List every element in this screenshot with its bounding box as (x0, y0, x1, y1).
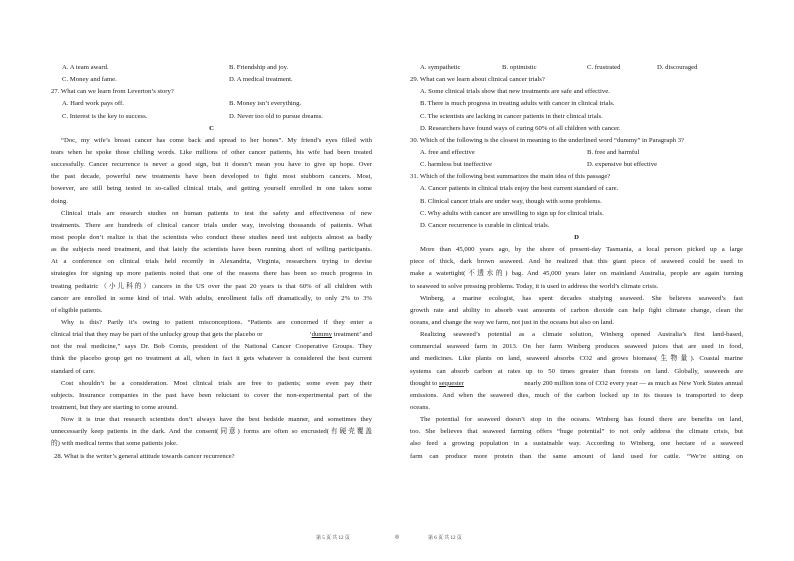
center-mark-icon: ◎ (395, 535, 400, 540)
passage-line: strategies for signing up more patients noted that one of the reasons there has been so much progress in (51, 270, 372, 278)
passage-line: too. She believes that seaweed farming offers “huge potential” to not only address the climate crisis, but (410, 428, 743, 436)
option: A. Hard work pays off. (62, 100, 124, 108)
option: C. frustrated (587, 64, 621, 71)
option: B. Clinical cancer trials are under way, though with some problems. (420, 197, 602, 205)
passage-line: of eligible patients. (51, 306, 103, 314)
passage-fragment (410, 378, 464, 390)
option: B. Friendship and joy. (229, 64, 289, 71)
passage-line: Clinical trials are research studies on human patients to test the safety and effectiveness of new (61, 209, 372, 217)
underlined-word-sequester: sequester (438, 379, 464, 387)
option: C. Money and fame. (62, 76, 117, 84)
page-number-right: 第 6 页 共 12 页 (428, 536, 462, 541)
passage-line: make a watertight(不透水的) bag. And 45,000 years later on mainland Australia, people are again turning (410, 270, 743, 278)
option: D. Researchers have found ways of curing 60% of all children with cancer. (420, 124, 621, 132)
passage-line: farm can produce more protein than the same amount of land used for cattle. “We’re sitting on (410, 452, 743, 460)
passage-fragment (309, 329, 372, 341)
option: A. A team award. (62, 64, 109, 71)
question-30: 30. Which of the following is the closest in meaning to the underlined word “dummy” in Paragraph 3? (410, 136, 685, 144)
q30-options-row1 (410, 147, 743, 159)
option: D. Never too old to pursue dreams. (229, 112, 323, 120)
passage-line: oceans. (410, 403, 430, 411)
passage-line: standard of care. (51, 367, 96, 375)
question-28: 28. What is the writer’s general attitude towards cancer recurrence? (54, 452, 235, 460)
q30-options-row2 (410, 159, 743, 171)
passage-line: treating pediatric（小儿科的）cancers in the US over the past 20 years is that 60% of all children with (51, 282, 372, 290)
passage-line: as the subjects need treatment, and that lately the scientists have been running short of willing participants. (51, 246, 372, 254)
page-number-left: 第 5 页 共 12 页 (316, 536, 350, 541)
passage-line: commercial seaweed farm in 2013. On her farm Winberg produces seaweed juices that are used in food, (410, 343, 743, 351)
question-29: 29. What can we learn about clinical cancer trials? (410, 76, 545, 84)
passage-line: oceans, and change the way we farm, not just in the oceans but also on land. (410, 318, 614, 326)
passage-line: 的) with medical terms that some patients joke. (51, 440, 178, 448)
quote-mark: ‘ (309, 331, 312, 339)
passage-line: think the placebo group get no treatment at all, when in fact it gets whatever is considered the best current (51, 355, 372, 363)
option: B. Money isn’t everything. (229, 100, 302, 108)
passage-fragment: thought to (410, 379, 439, 387)
option: B. There is much progress in treating adults with cancer in clinical trials. (420, 100, 615, 108)
option: D. Cancer recurrence is curable in clinical trials. (420, 221, 550, 229)
passage-fragment: nearly 200 million tons of CO2 every year — as much as New York States annual (524, 379, 743, 387)
passage-line: not the real medicine,” says Dr. Bob Comis, president of the National Cancer Cooperative Groups. They (51, 343, 372, 351)
q26-options-row1 (51, 62, 372, 74)
passage-line: Now it is true that research scientists don’t always have the best bedside manner, and sometimes they (61, 416, 372, 424)
passage-line: however, are still being tested in so-called clinical trials, and getting yourself enrolled in one takes some (51, 185, 372, 193)
passage-line: piece of thick, dark brown seaweed. And he realized that this giant piece of seaweed could be used to (410, 258, 743, 266)
passage-line: subjects. Insurance companies in the past have been reluctant to cover the non-experimental part of the (51, 391, 372, 399)
passage-line: At a conference on clinical trials held recently in Alexandria, Virginia, researchers trying to devise (51, 258, 372, 266)
option: C. Interest is the key to success. (62, 112, 148, 120)
section-heading-c: C (209, 124, 214, 132)
passage-line: growth rate and ability to absorb vast amounts of carbon dioxide can help fight climate change, clean the (410, 306, 743, 314)
passage-fragment: treatment’ and (332, 331, 372, 339)
passage-line: doing. (51, 197, 68, 205)
q28-options (410, 62, 743, 74)
option: D. discouraged (657, 64, 698, 71)
q27-options-row2 (51, 111, 372, 123)
right-column (410, 62, 743, 463)
option: C. harmless but ineffective (420, 161, 492, 169)
passage-line-sequester (410, 378, 743, 390)
underlined-word-dummy: dummy (311, 331, 333, 339)
passage-line-dummy (51, 329, 372, 341)
q27-options-row1 (51, 98, 372, 110)
passage-line: Winberg, a marine ecologist, has spent decades studying seaweed. She believes seaweed’s fast (420, 294, 743, 302)
passage-line: cancer are enrolled in some kind of trial. With adults, enrollment falls off dramatically, to only 2% to 3% (51, 294, 372, 302)
option: A. Some clinical trials show that new treatments are safe and effective. (420, 88, 610, 96)
option: C. The scientists are lacking in cancer patients in their clinical trials. (420, 112, 603, 120)
passage-line: the past decade, powerful new treatments have been developed to fight most stubborn cancers. Most, (51, 173, 372, 181)
option: C. Why adults with cancer are unwilling to sign up for clinical trials. (420, 209, 604, 217)
option: A. Cancer patients in clinical trials enjoy the best current standard of care. (420, 185, 619, 193)
passage-line: The potential for seaweed doesn’t stop in the oceans. Winberg has found there are benefits on land, (420, 416, 743, 424)
option: A. free and effective (420, 148, 475, 156)
passage-line: and medicines. Like plants on land, seaweed absorbs CO2 and grows biomass(生物量). Coastal marine (410, 355, 743, 363)
option: D. expensive but effective (587, 161, 658, 169)
passage-line: to seaweed to solve pressing problems. Today, it is used to address the world’s climate crisis. (410, 282, 659, 290)
q26-options-row2 (51, 74, 372, 86)
option: B. optimistic (502, 64, 537, 71)
section-heading-d: D (574, 233, 579, 241)
question-27: 27. What can we learn from Leverton’s story? (51, 88, 174, 96)
passage-line: emissions. And when the seaweed dies, much of the carbon locked up in its tissues is transported to deep (410, 391, 743, 399)
passage-line: successfully. Cancer recurrence is never a good sign, but it doesn’t mean you have to give up hope. Over (51, 161, 372, 169)
option: B. free and harmful (587, 148, 640, 156)
question-31: 31. Which of the following best summarizes the main idea of this passage? (410, 173, 611, 181)
left-column (51, 62, 372, 463)
passage-line: treatments. There are hundreds of clinical cancer trials under way, involving thousands of patients. What (51, 221, 372, 229)
passage-line: More than 45,000 years ago, by the shore of present-day Tasmania, a local person picked up a large (420, 246, 743, 254)
passage-line: systems can absorb carbon at rates up to 50 times greater than forests on land. Globally, seaweeds are (410, 367, 743, 375)
option: D. A medical treatment. (229, 76, 293, 84)
passage-line: Realizing seaweed’s potential as a climate solution, Winberg opened Australia’s first land-based, (420, 331, 743, 339)
passage-line: “Doc, my wife’s breast cancer has come back and spread to her bones”. My friend’s eyes filled with (61, 136, 372, 144)
passage-fragment: clinical trial that they may be part of the unlucky group that gets the placebo or (51, 331, 263, 339)
passage-line: also feed a growing population in a sustainable way. According to Winberg, one hectare of a seaweed (410, 440, 743, 448)
option: A. sympathetic (420, 64, 461, 71)
passage-line: Cost shouldn’t be a consideration. Most clinical trials are free to patients; some even pay their (61, 379, 372, 387)
passage-line: tears when he spoke those chilling words. Like millions of other cancer patients, his wife had been treated (51, 148, 372, 156)
passage-line: treatment, but they are starting to come around. (51, 403, 178, 411)
passage-line: unnecessarily keep patients in the dark. And the consent(同意) forms are often so encrusted(有硬壳覆盖 (51, 428, 372, 436)
passage-line: most people don’t realize is that the scientists who conduct these studies need test subjects almost as badly (51, 233, 372, 241)
passage-line: Why is this? Partly it’s owing to patient misconceptions. “Patients are concerned if they enter a (61, 318, 372, 326)
